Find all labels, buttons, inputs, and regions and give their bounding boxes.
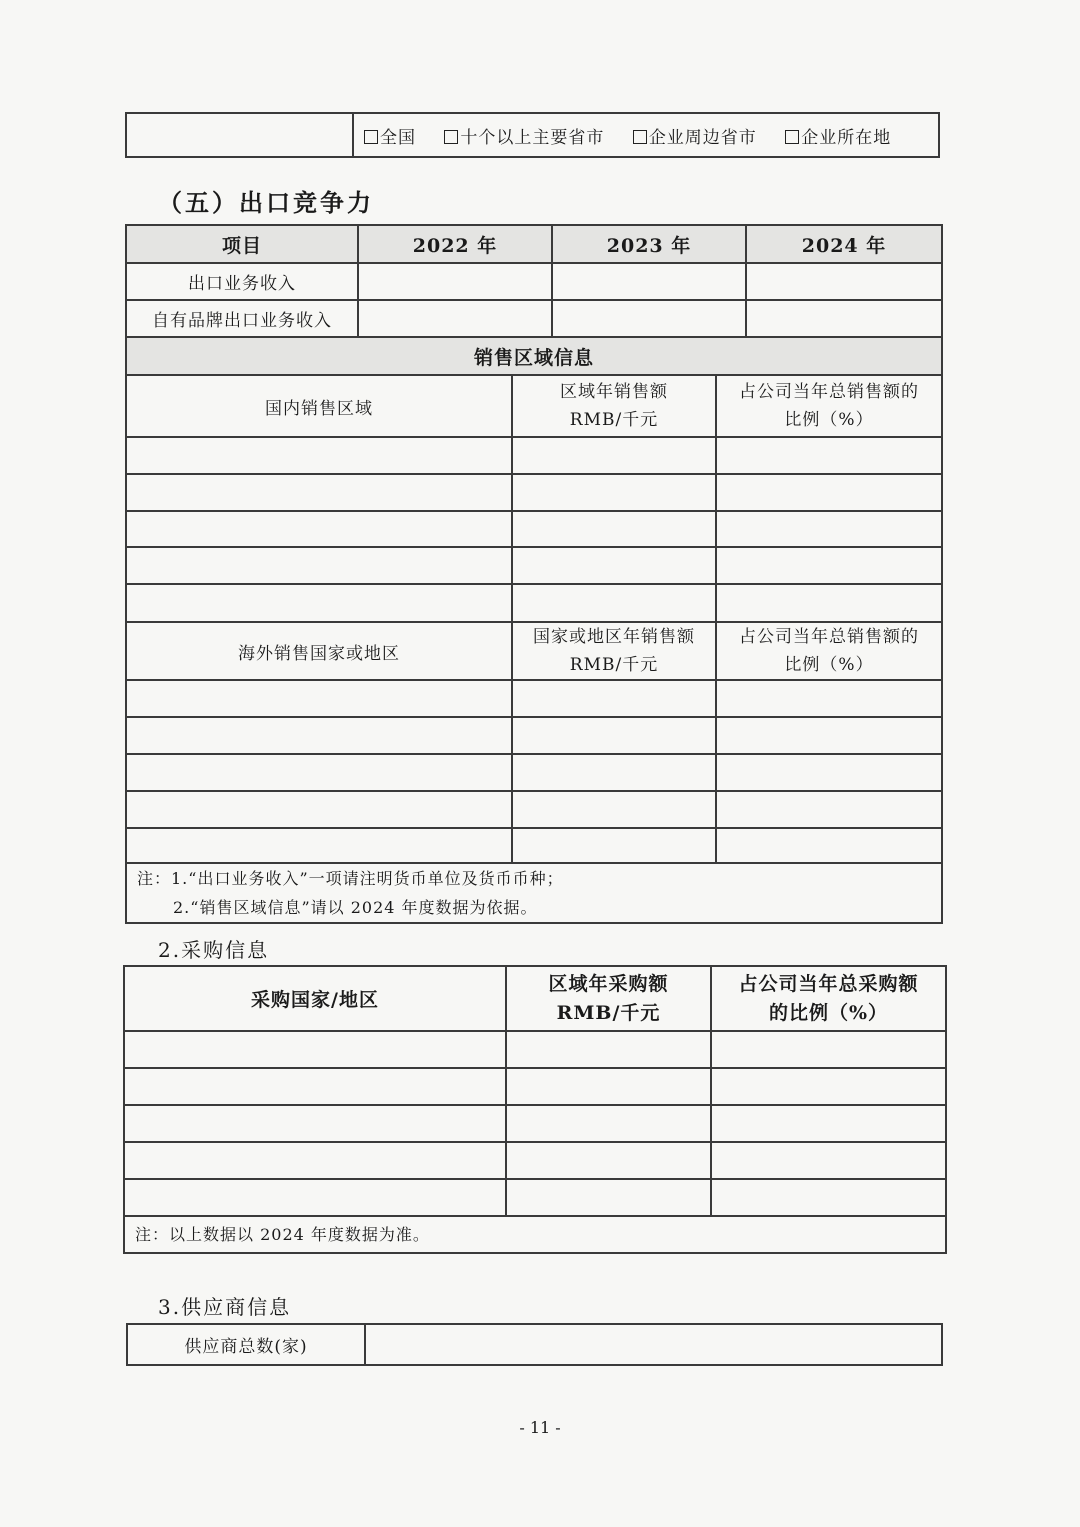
supplier-count-label: 供应商总数(家) xyxy=(127,1324,365,1365)
table-row xyxy=(126,547,942,584)
table-row xyxy=(126,474,942,511)
input-cell[interactable] xyxy=(552,300,746,337)
overseas-sales-header: 国家或地区年销售额 RMB/千元 xyxy=(512,622,716,680)
checkbox-icon[interactable] xyxy=(785,130,799,144)
checkbox-icon[interactable] xyxy=(444,130,458,144)
table-row xyxy=(126,754,942,791)
row-label-own-brand-revenue: 自有品牌出口业务收入 xyxy=(126,300,358,337)
scope-label-cell xyxy=(126,113,353,157)
overseas-ratio-header: 占公司当年总销售额的 比例（%） xyxy=(716,622,942,680)
table-row xyxy=(126,717,942,754)
page-number: - 11 - xyxy=(519,1418,561,1437)
table-row xyxy=(126,791,942,828)
section-title-purchase: 2.采购信息 xyxy=(158,938,270,962)
table-row xyxy=(126,511,942,547)
purchase-amount-header: 区域年采购额 RMB/千元 xyxy=(506,966,711,1031)
header-item: 项目 xyxy=(126,225,358,263)
input-cell[interactable] xyxy=(746,300,942,337)
table-row xyxy=(124,1031,946,1068)
header-2023: 2023 年 xyxy=(552,225,746,263)
input-cell[interactable] xyxy=(746,263,942,300)
table-row xyxy=(126,437,942,474)
checkbox-icon[interactable] xyxy=(364,130,378,144)
input-cell[interactable] xyxy=(552,263,746,300)
scope-option-national[interactable]: 全国 xyxy=(364,128,416,148)
domestic-sales-header: 区域年销售额 RMB/千元 xyxy=(512,375,716,437)
table-row xyxy=(124,1068,946,1105)
input-cell[interactable] xyxy=(358,263,552,300)
header-2022: 2022 年 xyxy=(358,225,552,263)
scope-table xyxy=(125,112,940,158)
overseas-region-header: 海外销售国家或地区 xyxy=(126,622,512,680)
supplier-count-input[interactable] xyxy=(365,1324,942,1365)
table-row xyxy=(124,1179,946,1216)
table-row xyxy=(124,1105,946,1142)
scope-option-nearby-provinces[interactable]: 企业周边省市 xyxy=(633,128,757,148)
input-cell[interactable] xyxy=(358,300,552,337)
purchase-ratio-header: 占公司当年总采购额 的比例（%） xyxy=(711,966,946,1031)
scope-option-ten-provinces[interactable]: 十个以上主要省市 xyxy=(444,128,604,148)
sales-region-title: 销售区域信息 xyxy=(126,337,942,375)
table-row xyxy=(126,680,942,717)
supplier-table xyxy=(126,1323,943,1366)
domestic-region-header: 国内销售区域 xyxy=(126,375,512,437)
export-table-note: 注：1.“出口业务收入”一项请注明货币单位及货币币种； 2.“销售区域信息”请以 2024 年度数据为依据。 xyxy=(126,863,942,923)
section-title-supplier: 3.供应商信息 xyxy=(158,1295,292,1319)
table-row xyxy=(124,1142,946,1179)
row-label-export-revenue: 出口业务收入 xyxy=(126,263,358,300)
scope-option-local[interactable]: 企业所在地 xyxy=(785,128,891,148)
scope-options-cell xyxy=(353,113,939,157)
purchase-table-note: 注：以上数据以 2024 年度数据为准。 xyxy=(124,1216,946,1253)
export-table xyxy=(125,224,943,924)
domestic-ratio-header: 占公司当年总销售额的 比例（%） xyxy=(716,375,942,437)
table-row xyxy=(126,584,942,622)
header-2024: 2024 年 xyxy=(746,225,942,263)
section-title-export: （五）出口竞争力 xyxy=(158,188,374,217)
checkbox-icon[interactable] xyxy=(633,130,647,144)
purchase-table xyxy=(123,965,947,1254)
table-row xyxy=(126,828,942,863)
purchase-country-header: 采购国家/地区 xyxy=(124,966,506,1031)
